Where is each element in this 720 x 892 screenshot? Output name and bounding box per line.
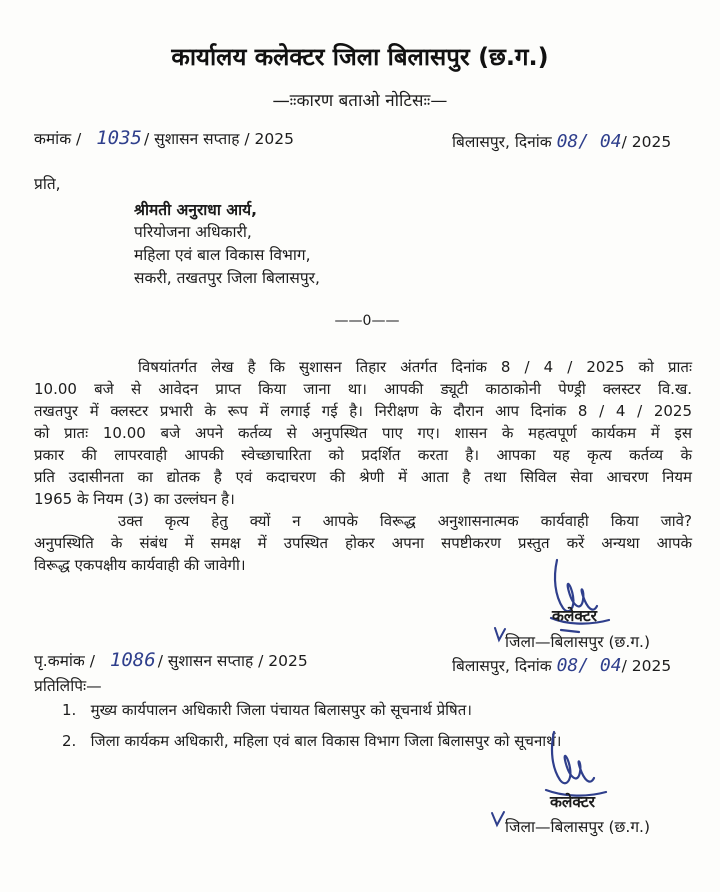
- addressee-name: श्रीमती अनुराधा आर्य,: [134, 201, 257, 219]
- body-line-6: प्रति उदासीनता का द्योतक है एवं कदाचरण की श्रेणी में आता है तथा सिविल सेवा आचरण नियम: [34, 468, 692, 486]
- signature2-designation: कलेक्टर: [550, 793, 596, 811]
- signature2-office: जिला—बिलासपुर (छ.ग.): [505, 818, 651, 836]
- body-para2-line-3: विरूद्ध एकपक्षीय कार्यवाही की जावेगी।: [34, 556, 246, 574]
- copy-ref-date-label: बिलासपुर, दिनांक: [452, 657, 552, 675]
- ref-label: कमांक /: [34, 130, 82, 148]
- body-line-1: विषयांतर्गत लेख है कि सुशासन तिहार अंतर्गत दिनांक 8 / 4 / 2025 को प्रातः: [138, 358, 692, 376]
- copy-ref-label: पृ.कमांक /: [34, 652, 95, 670]
- body-para2-line-2: अनुपस्थिति के संबंध में समक्ष में उपस्थित होकर अपना सपष्टीकरण प्रस्तुत करें अन्यथा आपके: [34, 534, 692, 552]
- ref-suffix: / सुशासन सप्ताह / 2025: [143, 130, 294, 148]
- body-line-5: प्रकार की लापरवाही आपकी स्वेच्छाचारिता को प्रदर्शित करता है। आपका यह कृत्य कर्तव्य के: [34, 446, 692, 464]
- signature1-designation: कलेक्टर: [552, 607, 598, 625]
- addressee-designation: परियोजना अधिकारी,: [134, 223, 252, 241]
- body-line-2: 10.00 बजे से आवेदन प्राप्त किया जाना था। आपकी ड्यूटी काठाकोनी पेण्ड्री क्लस्टर वि.ख.: [34, 380, 692, 398]
- ref-date-handwritten: 08/ 04: [556, 131, 622, 152]
- ref-date-year: / 2025: [621, 133, 672, 151]
- notice-title: —ःःकारण बताओ नोटिसःः—: [272, 91, 448, 111]
- separator: ——0——: [334, 313, 400, 329]
- copy-ref-date-handwritten: 08/ 04: [556, 655, 622, 676]
- body-line-4: को प्रातः 10.00 बजे अपने कर्तव्य से अनुपस्थित पाए गए। शासन के महत्वपूर्ण कार्यकम में इस: [34, 424, 692, 442]
- ref-number-handwritten: 1035: [96, 127, 142, 149]
- reference-number: [34, 127, 294, 149]
- copy-to-item-1-text: मुख्य कार्यपालन अधिकारी जिला पंचायत बिलासपुर को सूचनार्थ प्रेषित।: [90, 701, 472, 719]
- ref-place-date: [452, 130, 671, 152]
- copy-to-item-1-number: 1.: [62, 701, 77, 719]
- body-line-3: तखतपुर में क्लस्टर प्रभारी के रूप में लगाई गई है। निरीक्षण के दौरान आप दिनांक 8 / 4 / 2025: [34, 402, 692, 420]
- addressee-department: महिला एवं बाल विकास विभाग,: [134, 246, 311, 264]
- body-line-7: 1965 के नियम (3) का उल्लंघन है।: [34, 490, 235, 508]
- ref-date-label: बिलासपुर, दिनांक: [452, 133, 552, 151]
- copy-to-label: प्रतिलिपिः—: [34, 677, 102, 695]
- copy-to-item-2: [62, 731, 561, 751]
- initial-mark-2: [490, 810, 506, 828]
- office-title: कार्यालय कलेक्टर जिला बिलासपुर (छ.ग.): [171, 43, 549, 71]
- copy-ref-place-date: [452, 654, 671, 676]
- copy-reference-number: [34, 649, 308, 671]
- prati-label: प्रति,: [34, 175, 61, 193]
- copy-to-item-2-number: 2.: [62, 732, 77, 750]
- signature1-office: जिला—बिलासपुर (छ.ग.): [505, 633, 651, 651]
- copy-ref-number-handwritten: 1086: [109, 649, 156, 671]
- initial-mark-1: [493, 626, 507, 642]
- addressee-address: सकरी, तखतपुर जिला बिलासपुर,: [134, 269, 320, 287]
- copy-ref-suffix: / सुशासन सप्ताह / 2025: [157, 652, 308, 670]
- copy-to-item-2-text: जिला कार्यकम अधिकारी, महिला एवं बाल विकास विभाग जिला बिलासपुर को सूचनार्थ।: [90, 732, 562, 750]
- copy-ref-date-year: / 2025: [621, 657, 672, 675]
- body-para2-line-1: उक्त कृत्य हेतु क्यों न आपके विरूद्ध अनुशासनात्मक कार्यवाही किया जावे?: [118, 512, 692, 530]
- copy-to-item-1: [62, 700, 472, 720]
